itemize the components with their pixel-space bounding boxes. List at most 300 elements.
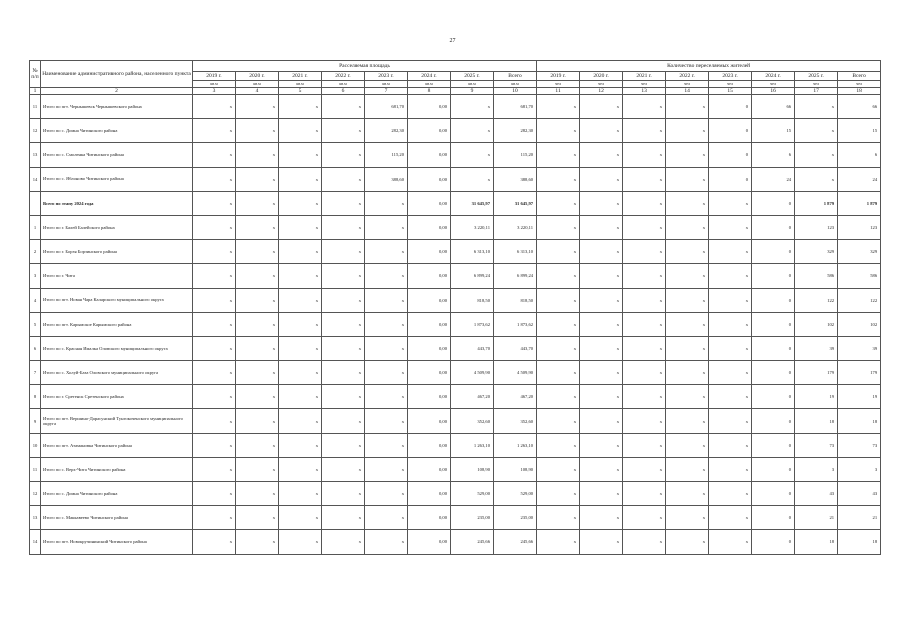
row-value: x xyxy=(322,530,365,554)
row-value: x xyxy=(580,143,623,167)
row-value: x xyxy=(279,530,322,554)
row-value: 6 899,24 xyxy=(451,264,494,288)
row-value: x xyxy=(279,191,322,215)
header-column-number: 6 xyxy=(322,88,365,95)
row-value: 282,30 xyxy=(365,119,408,143)
row-value: 19 xyxy=(795,385,838,409)
row-value: 245,66 xyxy=(494,530,537,554)
row-number: 11 xyxy=(30,457,41,481)
row-value: 115,20 xyxy=(494,143,537,167)
row-value: x xyxy=(795,143,838,167)
row-value: x xyxy=(236,143,279,167)
row-value: 3 220,11 xyxy=(451,215,494,239)
row-value: x xyxy=(279,336,322,360)
row-value: 122 xyxy=(838,288,881,312)
header-area-group: Расселяемая площадь xyxy=(193,61,537,72)
row-number: 12 xyxy=(30,482,41,506)
row-value: x xyxy=(623,385,666,409)
row-value: x xyxy=(193,95,236,119)
header-column-number: 8 xyxy=(408,88,451,95)
row-value: x xyxy=(580,312,623,336)
row-value: 0 xyxy=(752,506,795,530)
row-value: 31 645,97 xyxy=(451,191,494,215)
row-value: x xyxy=(193,167,236,191)
header-people-unit: чел xyxy=(666,81,709,88)
row-value: 388,60 xyxy=(494,167,537,191)
row-number: 6 xyxy=(30,336,41,360)
row-number: 14 xyxy=(30,530,41,554)
row-value: x xyxy=(236,312,279,336)
row-value: 19 xyxy=(838,385,881,409)
row-value: x xyxy=(322,433,365,457)
row-value: x xyxy=(580,167,623,191)
row-value: x xyxy=(236,530,279,554)
table-header xyxy=(30,61,881,95)
row-value: x xyxy=(236,167,279,191)
row-value: x xyxy=(365,361,408,385)
row-value: x xyxy=(709,409,752,433)
row-value: x xyxy=(193,385,236,409)
table-row xyxy=(30,240,881,264)
row-value: x xyxy=(666,361,709,385)
header-area-unit: кв.м xyxy=(408,81,451,88)
row-number: 13 xyxy=(30,506,41,530)
row-name: Итого по пгт. Атамановка Читинского района xyxy=(41,433,193,457)
row-value: x xyxy=(322,119,365,143)
row-value: 179 xyxy=(795,361,838,385)
header-area-year: 2021 г. xyxy=(279,72,322,81)
row-value: x xyxy=(193,433,236,457)
row-value: x xyxy=(537,215,580,239)
row-value: 73 xyxy=(838,433,881,457)
row-value: 31 645,97 xyxy=(494,191,537,215)
row-value: x xyxy=(709,288,752,312)
header-area-year: 2023 г. xyxy=(365,72,408,81)
row-value: 282,30 xyxy=(494,119,537,143)
header-column-number: 3 xyxy=(193,88,236,95)
row-value: x xyxy=(193,312,236,336)
row-value: x xyxy=(193,288,236,312)
table-row xyxy=(30,361,881,385)
row-value: x xyxy=(580,264,623,288)
row-value: x xyxy=(236,336,279,360)
row-value: x xyxy=(236,457,279,481)
row-value: x xyxy=(666,143,709,167)
row-value: x xyxy=(537,312,580,336)
header-people-unit: чел xyxy=(795,81,838,88)
row-name: Итого по пгт. Новокручининский Читинского района xyxy=(41,530,193,554)
header-area-year: 2020 г. xyxy=(236,72,279,81)
row-value: 123 xyxy=(838,215,881,239)
row-value: x xyxy=(193,215,236,239)
row-value: 0 xyxy=(752,457,795,481)
table-row xyxy=(30,482,881,506)
row-value: x xyxy=(322,240,365,264)
row-number: 9 xyxy=(30,409,41,433)
row-value: 0 xyxy=(752,361,795,385)
row-value: x xyxy=(709,361,752,385)
row-value: 39 xyxy=(838,336,881,360)
header-num: № п/п xyxy=(30,61,41,88)
row-value: x xyxy=(193,240,236,264)
row-value: 681,70 xyxy=(494,95,537,119)
row-value: x xyxy=(193,143,236,167)
row-value: x xyxy=(623,482,666,506)
row-value: x xyxy=(451,167,494,191)
row-value: 388,60 xyxy=(365,167,408,191)
row-value: 0 xyxy=(752,215,795,239)
row-value: x xyxy=(623,167,666,191)
row-value: x xyxy=(451,119,494,143)
row-value: 3 xyxy=(838,457,881,481)
header-people-year: Всего xyxy=(838,72,881,81)
row-value: x xyxy=(623,336,666,360)
row-value: 21 xyxy=(795,506,838,530)
row-value: 352,60 xyxy=(451,409,494,433)
table-row xyxy=(30,167,881,191)
row-value: x xyxy=(623,191,666,215)
row-value: x xyxy=(365,240,408,264)
row-value: x xyxy=(537,240,580,264)
row-value: x xyxy=(193,409,236,433)
row-number: 1 xyxy=(30,215,41,239)
row-value: 108,90 xyxy=(451,457,494,481)
row-value: 6 xyxy=(752,143,795,167)
row-value: 818,50 xyxy=(494,288,537,312)
row-value: 0,00 xyxy=(408,191,451,215)
row-value: 102 xyxy=(838,312,881,336)
header-people-year: 2023 г. xyxy=(709,72,752,81)
row-value: x xyxy=(666,240,709,264)
header-name: Наименование административного района, населенного пункта xyxy=(41,61,193,88)
row-value: x xyxy=(279,264,322,288)
row-value: x xyxy=(537,167,580,191)
row-value: x xyxy=(580,409,623,433)
row-value: 681,70 xyxy=(365,95,408,119)
row-value: 24 xyxy=(752,167,795,191)
row-value: 0,00 xyxy=(408,457,451,481)
row-value: x xyxy=(537,506,580,530)
row-value: 1 873,62 xyxy=(451,312,494,336)
row-value: 4 509,90 xyxy=(494,361,537,385)
row-value: x xyxy=(365,409,408,433)
row-name: Итого по пгт. Вершино-Дарасунский Тунгокоченского муниципального округа xyxy=(41,409,193,433)
row-value: 43 xyxy=(795,482,838,506)
row-value: 0,00 xyxy=(408,167,451,191)
row-value: 18 xyxy=(838,530,881,554)
row-value: x xyxy=(709,240,752,264)
table-row xyxy=(30,264,881,288)
row-value: x xyxy=(451,143,494,167)
header-people-group: Количество переселяемых жителей xyxy=(537,61,881,72)
row-value: x xyxy=(365,336,408,360)
row-value: x xyxy=(236,240,279,264)
row-value: x xyxy=(623,361,666,385)
header-column-number: 9 xyxy=(451,88,494,95)
row-value: x xyxy=(537,530,580,554)
resettlement-table xyxy=(29,60,881,555)
header-area-year: 2025 г. xyxy=(451,72,494,81)
row-value: x xyxy=(623,433,666,457)
header-people-year: 2019 г. xyxy=(537,72,580,81)
row-value: 4 509,90 xyxy=(451,361,494,385)
header-people-unit: чел xyxy=(838,81,881,88)
row-value: x xyxy=(365,433,408,457)
row-value: x xyxy=(580,288,623,312)
row-value: x xyxy=(623,95,666,119)
row-value: x xyxy=(709,530,752,554)
header-area-unit: кв.м xyxy=(236,81,279,88)
header-column-number: 13 xyxy=(623,88,666,95)
row-value: 6 899,24 xyxy=(494,264,537,288)
row-value: x xyxy=(580,482,623,506)
row-value: 0 xyxy=(752,409,795,433)
row-value: 467,20 xyxy=(494,385,537,409)
header-people-unit: чел xyxy=(580,81,623,88)
row-value: 529,00 xyxy=(451,482,494,506)
table-row xyxy=(30,530,881,554)
row-value: x xyxy=(236,119,279,143)
row-value: 15 xyxy=(838,119,881,143)
row-value: x xyxy=(666,457,709,481)
row-value: x xyxy=(580,530,623,554)
row-value: x xyxy=(537,385,580,409)
row-value: x xyxy=(666,95,709,119)
row-value: x xyxy=(537,95,580,119)
row-value: x xyxy=(365,530,408,554)
row-value: 0,00 xyxy=(408,264,451,288)
row-name: Итого по пгт. Карымское Карымского района xyxy=(41,312,193,336)
header-area-unit: кв.м xyxy=(279,81,322,88)
row-value: 0 xyxy=(709,95,752,119)
row-name: Всего по этапу 2024 года xyxy=(41,191,193,215)
row-value: 529,00 xyxy=(494,482,537,506)
row-value: 0,00 xyxy=(408,288,451,312)
table-row xyxy=(30,336,881,360)
row-value: 0 xyxy=(752,191,795,215)
row-value: 0,00 xyxy=(408,482,451,506)
table-row xyxy=(30,385,881,409)
row-number: 10 xyxy=(30,433,41,457)
row-value: x xyxy=(193,457,236,481)
row-value: 0 xyxy=(752,482,795,506)
row-name: Итого по с. Смоленка Читинского района xyxy=(41,143,193,167)
row-value: x xyxy=(322,409,365,433)
row-value: x xyxy=(236,385,279,409)
row-name: Итого по с. Верх-Чита Читинского района xyxy=(41,457,193,481)
row-value: x xyxy=(322,506,365,530)
row-number: 3 xyxy=(30,264,41,288)
header-area-unit: кв.м xyxy=(193,81,236,88)
table-row xyxy=(30,119,881,143)
row-value: x xyxy=(236,288,279,312)
row-name: Итого по г. Балей Балейского района xyxy=(41,215,193,239)
row-value: x xyxy=(537,361,580,385)
row-value: 1 263,10 xyxy=(494,433,537,457)
row-value: 21 xyxy=(838,506,881,530)
row-value: x xyxy=(193,506,236,530)
table-row xyxy=(30,215,881,239)
header-column-number: 10 xyxy=(494,88,537,95)
row-value: x xyxy=(279,482,322,506)
row-value: x xyxy=(279,95,322,119)
table-row xyxy=(30,288,881,312)
table-row xyxy=(30,457,881,481)
row-value: 245,66 xyxy=(451,530,494,554)
row-value: x xyxy=(709,191,752,215)
row-value: x xyxy=(193,361,236,385)
row-value: x xyxy=(279,457,322,481)
row-value: x xyxy=(365,264,408,288)
row-number: 4 xyxy=(30,288,41,312)
row-value: 0,00 xyxy=(408,361,451,385)
row-value: x xyxy=(709,264,752,288)
row-value: x xyxy=(236,482,279,506)
row-value: 1 263,10 xyxy=(451,433,494,457)
row-value: x xyxy=(365,506,408,530)
row-name: Итого по г. Сретенск Сретенского района xyxy=(41,385,193,409)
row-value: 0,00 xyxy=(408,336,451,360)
row-value: 3 220,11 xyxy=(494,215,537,239)
row-value: 1 873,62 xyxy=(494,312,537,336)
row-value: x xyxy=(322,143,365,167)
row-number xyxy=(30,191,41,215)
row-value: 73 xyxy=(795,433,838,457)
header-area-year: 2022 г. xyxy=(322,72,365,81)
row-value: x xyxy=(666,336,709,360)
row-value: x xyxy=(580,385,623,409)
header-area-unit: кв.м xyxy=(451,81,494,88)
row-value: 179 xyxy=(838,361,881,385)
row-value: x xyxy=(279,240,322,264)
row-value: x xyxy=(666,506,709,530)
row-value: x xyxy=(236,191,279,215)
row-value: 443,70 xyxy=(451,336,494,360)
row-value: x xyxy=(580,240,623,264)
row-value: x xyxy=(365,312,408,336)
row-value: x xyxy=(666,409,709,433)
row-name: Итого по пгт. Новая Чара Каларского муниципального округа xyxy=(41,288,193,312)
header-area-year: 2024 г. xyxy=(408,72,451,81)
row-value: x xyxy=(580,506,623,530)
row-value: 39 xyxy=(795,336,838,360)
row-value: x xyxy=(322,288,365,312)
row-value: x xyxy=(365,385,408,409)
row-value: 818,50 xyxy=(451,288,494,312)
row-value: 0 xyxy=(752,385,795,409)
row-value: x xyxy=(322,385,365,409)
row-value: 122 xyxy=(795,288,838,312)
row-value: 123 xyxy=(795,215,838,239)
row-value: 66 xyxy=(838,95,881,119)
header-column-number: 2 xyxy=(41,88,193,95)
row-value: x xyxy=(623,119,666,143)
header-area-year: Всего xyxy=(494,72,537,81)
row-name: Итого по с. Маккавеево Читинского района xyxy=(41,506,193,530)
header-column-numbers-row xyxy=(30,88,881,95)
row-value: x xyxy=(666,312,709,336)
row-value: 0 xyxy=(709,167,752,191)
row-value: x xyxy=(279,433,322,457)
row-name: Итого по с. Яблоново Читинского района xyxy=(41,167,193,191)
row-value: x xyxy=(322,336,365,360)
row-value: 108,90 xyxy=(494,457,537,481)
row-value: 0 xyxy=(752,433,795,457)
row-value: x xyxy=(795,95,838,119)
row-value: 0,00 xyxy=(408,530,451,554)
row-value: x xyxy=(236,409,279,433)
row-value: x xyxy=(322,95,365,119)
row-value: 102 xyxy=(795,312,838,336)
row-value: 0 xyxy=(752,312,795,336)
row-value: x xyxy=(795,167,838,191)
row-value: x xyxy=(279,288,322,312)
row-number: 2 xyxy=(30,240,41,264)
header-column-number: 1 xyxy=(30,88,41,95)
header-column-number: 7 xyxy=(365,88,408,95)
row-value: x xyxy=(193,264,236,288)
row-value: 0,00 xyxy=(408,385,451,409)
row-value: x xyxy=(709,215,752,239)
row-value: 6 xyxy=(838,143,881,167)
table-total-row xyxy=(30,191,881,215)
row-value: x xyxy=(193,482,236,506)
header-column-number: 4 xyxy=(236,88,279,95)
header-column-number: 5 xyxy=(279,88,322,95)
row-value: x xyxy=(623,143,666,167)
row-value: x xyxy=(322,482,365,506)
row-value: 0,00 xyxy=(408,409,451,433)
row-value: x xyxy=(322,264,365,288)
table-row xyxy=(30,312,881,336)
row-value: x xyxy=(322,457,365,481)
row-value: x xyxy=(666,215,709,239)
row-name: Итого по г. Борзя Борзинского района xyxy=(41,240,193,264)
row-value: 235,00 xyxy=(451,506,494,530)
row-value: x xyxy=(666,288,709,312)
row-value: x xyxy=(322,215,365,239)
table-row xyxy=(30,143,881,167)
row-value: x xyxy=(193,530,236,554)
header-column-number: 18 xyxy=(838,88,881,95)
header-area-unit: кв.м xyxy=(322,81,365,88)
header-people-unit: чел xyxy=(709,81,752,88)
row-value: x xyxy=(365,215,408,239)
row-value: x xyxy=(580,119,623,143)
row-value: 235,00 xyxy=(494,506,537,530)
row-value: x xyxy=(666,482,709,506)
row-value: x xyxy=(580,336,623,360)
row-value: x xyxy=(537,264,580,288)
row-value: x xyxy=(322,167,365,191)
row-value: x xyxy=(795,119,838,143)
row-value: x xyxy=(537,119,580,143)
header-column-number: 11 xyxy=(537,88,580,95)
row-value: x xyxy=(623,506,666,530)
row-value: x xyxy=(537,191,580,215)
header-people-year: 2022 г. xyxy=(666,72,709,81)
row-value: x xyxy=(709,433,752,457)
row-value: x xyxy=(666,433,709,457)
row-name: Итого по пгт. Чернышевск Чернышевского района xyxy=(41,95,193,119)
table-row xyxy=(30,433,881,457)
row-value: x xyxy=(709,482,752,506)
row-value: x xyxy=(236,361,279,385)
row-value: 6 313,10 xyxy=(494,240,537,264)
row-value: 115,20 xyxy=(365,143,408,167)
row-number: 5 xyxy=(30,312,41,336)
row-value: 1 879 xyxy=(795,191,838,215)
